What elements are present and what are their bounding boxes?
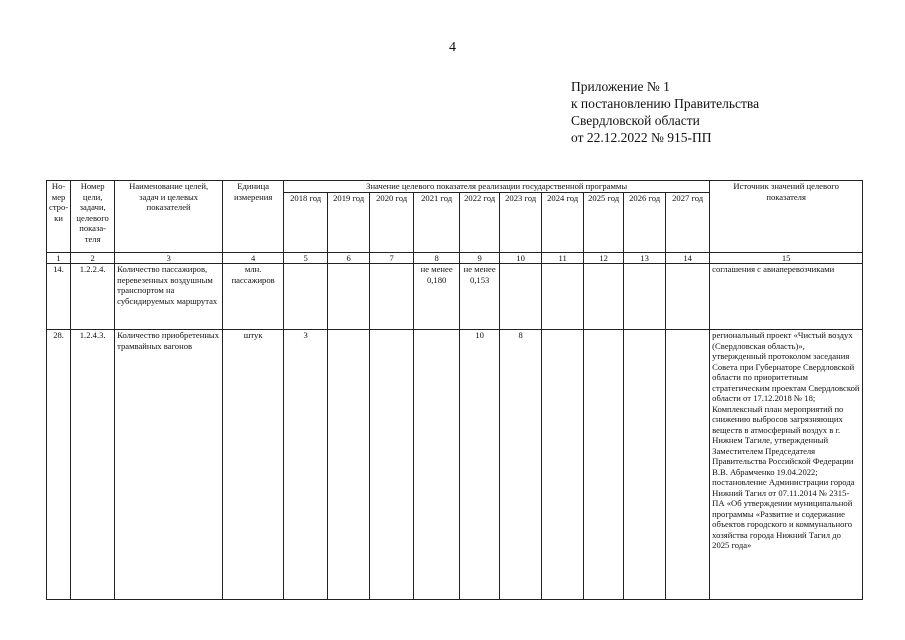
- column-number: 11: [542, 252, 584, 264]
- indicator-name: Количество пассажиров, перевезенных воздушным транспортом на субсидируемых маршрутах: [115, 264, 223, 330]
- value-cell: [370, 264, 414, 330]
- header-year: 2022 год: [460, 192, 500, 252]
- value-cell: [328, 264, 370, 330]
- column-number: 14: [666, 252, 710, 264]
- column-number: 13: [624, 252, 666, 264]
- header-name: Наименование целей, задач и целевых показателей: [115, 181, 223, 253]
- column-number: 7: [370, 252, 414, 264]
- column-number: 9: [460, 252, 500, 264]
- column-number: 1: [47, 252, 71, 264]
- value-cell: [328, 330, 370, 600]
- column-number: 5: [284, 252, 328, 264]
- unit: штук: [223, 330, 284, 600]
- value-cell: [284, 264, 328, 330]
- value-cell: [542, 330, 584, 600]
- row-number: 14.: [47, 264, 71, 330]
- header-goal-num: Номер цели, задачи, целевого показа- теля: [71, 181, 115, 253]
- unit: млн. пассажиров: [223, 264, 284, 330]
- value-cell: 3: [284, 330, 328, 600]
- table-row: [47, 330, 863, 600]
- column-number: 10: [500, 252, 542, 264]
- indicators-table: [46, 180, 863, 600]
- page-number: 4: [449, 40, 456, 55]
- value-cell: [414, 330, 460, 600]
- column-number: 4: [223, 252, 284, 264]
- row-number: 28.: [47, 330, 71, 600]
- header-year: 2018 год: [284, 192, 328, 252]
- header-year: 2025 год: [584, 192, 624, 252]
- header-year: 2023 год: [500, 192, 542, 252]
- column-number: 12: [584, 252, 624, 264]
- value-cell: [584, 264, 624, 330]
- appendix-header: [571, 78, 759, 146]
- header-source: Источник значений целевого показателя: [710, 181, 863, 253]
- value-cell: 8: [500, 330, 542, 600]
- source-cell: региональный проект «Чистый воздух (Свердловская область)», утвержденный протоколом заседания Совета при Губернаторе Свердловской области по приоритетным стратегическим проектам Свердловской области от 17.12.2018 № 18; Комплексный план мероприятий по снижению выбросов загрязняющих веществ в атмосферный воздух в г. Нижнем Тагиле, утвержденный Заместителем Председателя Правительства Российской Федерации В.В. Абрамченко 19.04.2022; постановление Администрации города Нижний Тагил от 07.11.2014 № 2315-ПА «Об утверждении муниципальной программы «Развитие и содержание объектов городского и коммунального хозяйства города Нижний Тагил до 2025 года»: [710, 330, 863, 600]
- column-number: 2: [71, 252, 115, 264]
- column-number: 15: [710, 252, 863, 264]
- header-year: 2019 год: [328, 192, 370, 252]
- appendix-resolution: к постановлению Правительства: [571, 96, 760, 111]
- appendix-title: Приложение № 1: [571, 79, 670, 94]
- value-cell: [624, 330, 666, 600]
- header-values-group: Значение целевого показателя реализации государственной программы: [284, 181, 710, 193]
- header-year: 2020 год: [370, 192, 414, 252]
- header-year: 2027 год: [666, 192, 710, 252]
- value-cell: [624, 264, 666, 330]
- source-cell: соглашения с авиаперевозчиками: [710, 264, 863, 330]
- header-row-num: Но- мер стро- ки: [47, 181, 71, 253]
- header-year: 2024 год: [542, 192, 584, 252]
- indicator-name: Количество приобретенных трамвайных вагонов: [115, 330, 223, 600]
- goal-number: 1.2.4.3.: [71, 330, 115, 600]
- value-cell: [666, 264, 710, 330]
- appendix-region: Свердловской области: [571, 113, 700, 128]
- column-number: 8: [414, 252, 460, 264]
- value-cell: [370, 330, 414, 600]
- header-year: 2026 год: [624, 192, 666, 252]
- value-cell: [500, 264, 542, 330]
- value-cell: 10: [460, 330, 500, 600]
- value-cell: [666, 330, 710, 600]
- value-cell: не менее 0,153: [460, 264, 500, 330]
- value-cell: не менее 0,180: [414, 264, 460, 330]
- value-cell: [584, 330, 624, 600]
- header-unit: Единица измерения: [223, 181, 284, 253]
- goal-number: 1.2.2.4.: [71, 264, 115, 330]
- column-number: 3: [115, 252, 223, 264]
- header-year: 2021 год: [414, 192, 460, 252]
- column-number: 6: [328, 252, 370, 264]
- value-cell: [542, 264, 584, 330]
- appendix-date: от 22.12.2022 № 915-ПП: [571, 130, 712, 145]
- table-row: [47, 264, 863, 330]
